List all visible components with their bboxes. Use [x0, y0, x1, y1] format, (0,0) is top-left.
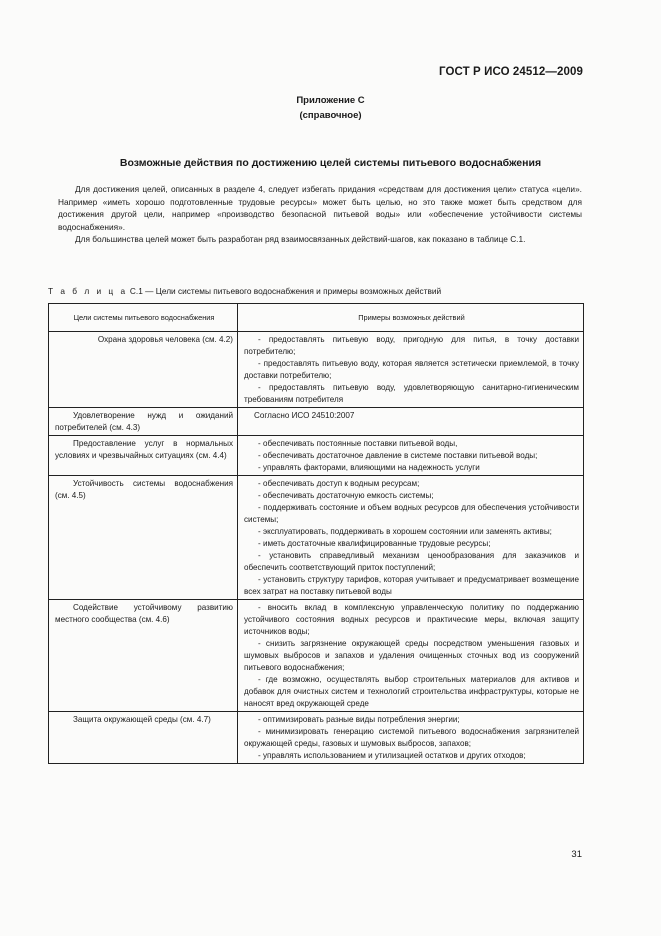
action-item: - обеспечивать доступ к водным ресурсам; — [258, 479, 420, 488]
standard-number: ГОСТ Р ИСО 24512—2009 — [438, 66, 583, 78]
section-title: Возможные действия по достижению целей системы питьевого водоснабжения — [119, 157, 542, 169]
goal-cell — [49, 600, 238, 712]
appendix-heading — [0, 93, 661, 123]
goal-cell — [49, 408, 238, 436]
actions-cell — [238, 476, 584, 600]
action-item: - предоставлять питьевую воду, которая является эстетически приемлемой, в точку доставки потребителю; — [244, 359, 579, 380]
action-item: - установить справедливый механизм ценообразования для заказчиков и обеспечить соответствующий приток поступлений; — [244, 551, 579, 572]
goal-text: Предоставление услуг в нормальных условиях и чрезвычайных ситуациях (см. 4.4) — [55, 439, 233, 460]
goal-text: Защита окружающей среды (см. 4.7) — [73, 715, 211, 724]
action-item: - оптимизировать разные виды потребления энергии; — [258, 715, 460, 724]
goal-cell — [49, 332, 238, 408]
action-item: - поддерживать состояние и объем водных ресурсов для обеспечения устойчивости системы; — [244, 503, 579, 524]
action-item: - управлять факторами, влияющими на надежность услуги — [258, 463, 480, 472]
actions-cell — [238, 436, 584, 476]
action-item: - эксплуатировать, поддерживать в хорошем состоянии или заменять активы; — [258, 527, 552, 536]
intro-paragraphs — [58, 183, 582, 246]
table-row — [49, 408, 584, 436]
table-caption-prefix: Т а б л и ц а — [48, 286, 128, 296]
goal-cell — [49, 476, 238, 600]
paragraph: Для большинства целей может быть разработан ряд взаимосвязанных действий-шагов, как показано в таблице С.1. — [75, 234, 526, 245]
action-item: - минимизировать генерацию системой питьевого водоснабжения загрязнителей окружающей среды, газовых и шумовых выбросов, запахов; — [244, 727, 579, 748]
action-item: - обеспечивать достаточную емкость системы; — [258, 491, 434, 500]
actions-cell — [238, 712, 584, 764]
table-row — [49, 600, 584, 712]
table-row — [49, 712, 584, 764]
goals-table — [48, 303, 584, 764]
table-caption-text: С.1 — Цели системы питьевого водоснабжения и примеры возможных действий — [127, 286, 442, 296]
action-item: - установить структуру тарифов, которая учитывает и предусматривает возмещение всех затрат на поставку питьевой воды — [244, 575, 579, 596]
goal-text: Удовлетворение нужд и ожиданий потребителей (см. 4.3) — [55, 411, 233, 432]
action-item: - иметь достаточные квалифицированные трудовые ресурсы; — [258, 539, 491, 548]
appendix-title: Приложение С — [296, 95, 365, 106]
column-header: Цели системы питьевого водоснабжения — [49, 304, 238, 332]
action-item: - обеспечивать достаточное давление в системе поставки питьевой воды; — [258, 451, 538, 460]
table-caption — [48, 286, 441, 296]
goal-cell — [49, 436, 238, 476]
table-row — [49, 476, 584, 600]
actions-cell — [238, 600, 584, 712]
action-item: - снизить загрязнение окружающей среды посредством уменьшения газовых и шумовых выбросов и запахов и удаления очищенных сточных вод из сооружений питьевого водоснабжения; — [244, 639, 579, 672]
action-item: - предоставлять питьевую воду, удовлетворяющую санитарно-гигиеническим требованиям потребителя — [244, 383, 579, 404]
table-header-row — [49, 304, 584, 332]
goal-text: Содействие устойчивому развитию местного сообщества (см. 4.6) — [55, 603, 233, 624]
action-item: Согласно ИСО 24510:2007 — [254, 411, 355, 420]
actions-cell — [238, 332, 584, 408]
goal-text: Охрана здоровья человека (см. 4.2) — [97, 335, 233, 344]
action-item: - вносить вклад в комплексную управленческую политику по поддержанию устойчивого состояния водных ресурсов и практические меры, включая защиту источников воды; — [244, 603, 579, 636]
table-row — [49, 436, 584, 476]
column-header: Примеры возможных действий — [238, 304, 584, 332]
action-item: - предоставлять питьевую воду, пригодную для питья, в точку доставки потребителю; — [244, 335, 579, 356]
goal-cell — [49, 712, 238, 764]
actions-cell — [238, 408, 584, 436]
paragraph: Для достижения целей, описанных в разделе 4, следует избегать придания «средствам для достижения цели» статуса «цели». Например «иметь хорошо подготовленные трудовые ресурсы» может быть целью, но это также может быть средством для достижения другой цели, например «производство безопасной питьевой воды» или «обеспечение устойчивости системы водоснабжения». — [58, 184, 582, 232]
action-item: - управлять использованием и утилизацией остатков и других отходов; — [258, 751, 526, 760]
page-number: 31 — [571, 849, 582, 860]
appendix-subtitle: (справочное) — [299, 110, 362, 121]
action-item: - где возможно, осуществлять выбор строительных материалов для активов и добавок для очистных систем и технологий строительства инфраструктуры, которые не наносят вред окружающей среде — [244, 675, 579, 708]
action-item: - обеспечивать постоянные поставки питьевой воды, — [258, 439, 458, 448]
goal-text: Устойчивость системы водоснабжения (см. 4.5) — [55, 479, 233, 500]
table-row — [49, 332, 584, 408]
